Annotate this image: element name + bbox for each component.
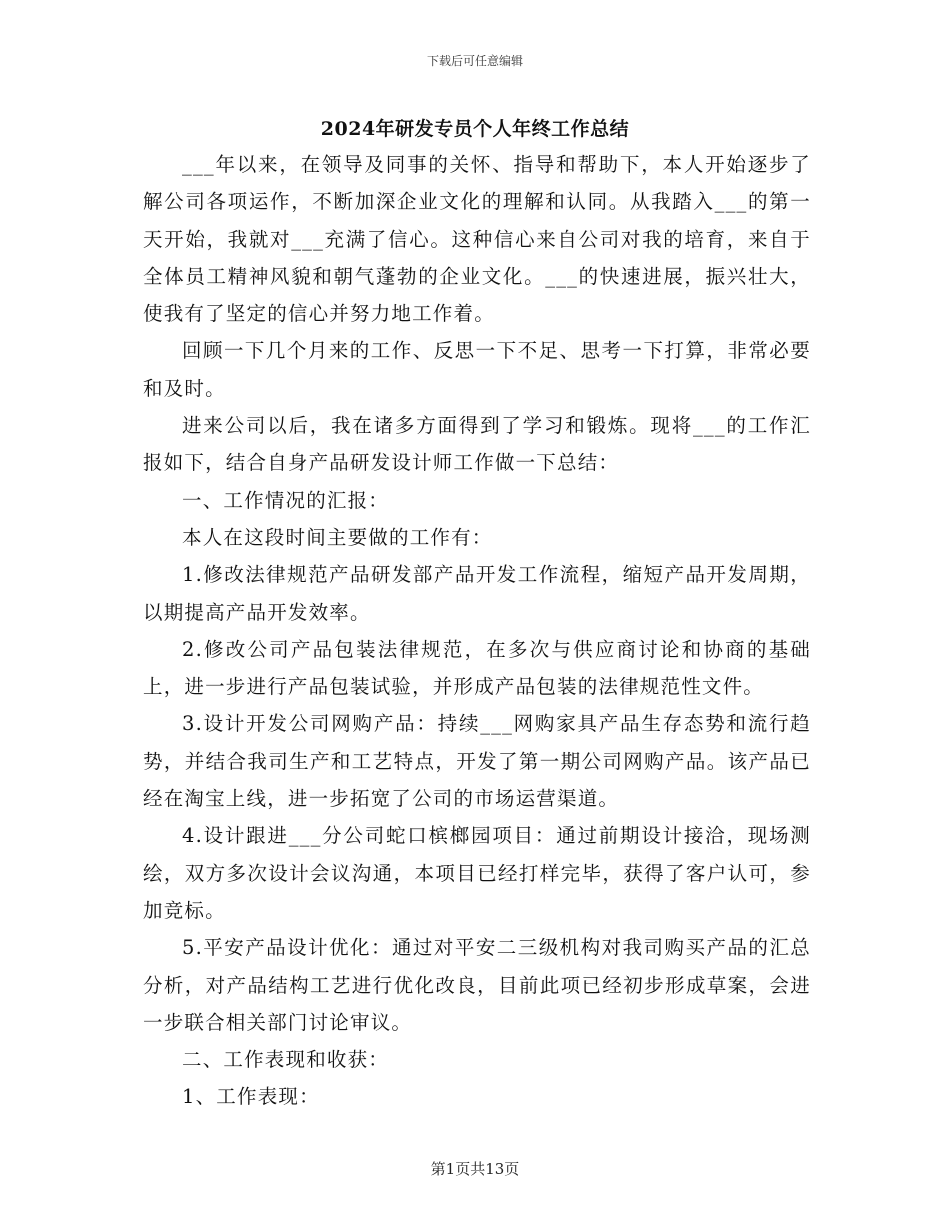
paragraph: 本人在这段时间主要做的工作有：	[182, 525, 493, 549]
page-header: 下载后可任意编辑	[426, 54, 523, 68]
document-body	[143, 146, 811, 1116]
list-item: 3.设计开发公司网购产品：持续___网购家具产品生存态势和流行趋势，并结合我司生产和工艺特点，开发了第一期公司网购产品。该产品已经在淘宝上线，进一步拓宽了公司的市场运营渠道。	[143, 712, 811, 811]
paragraph: 回顾一下几个月来的工作、反思一下不足、思考一下打算，非常必要和及时。	[143, 339, 811, 400]
list-item: 4.设计跟进___分公司蛇口槟榔园项目：通过前期设计接洽，现场测绘，双方多次设计会议沟通，本项目已经打样完毕，获得了客户认可，参加竞标。	[143, 824, 811, 922]
list-item: 2.修改公司产品包装法律规范，在多次与供应商讨论和协商的基础上，进一步进行产品包装试验，并形成产品包装的法律规范性文件。	[143, 637, 811, 699]
page-number: 第1页共13页	[430, 1160, 520, 1178]
list-item: 1.修改法律规范产品研发部产品开发工作流程，缩短产品开发周期，以期提高产品开发效率。	[143, 563, 811, 624]
paragraph: ___年以来，在领导及同事的关怀、指导和帮助下，本人开始逐步了解公司各项运作，不断加深企业文化的理解和认同。从我踏入___的第一天开始，我就对___充满了信心。这种信心来自公司对我的培育，来自于全体员工精神风貌和朝气蓬勃的企业文化。___的快速进展，振兴壮大，使我有了坚定的信心并努力地工作着。	[143, 153, 811, 326]
list-item: 5.平安产品设计优化：通过对平安二三级机构对我司购买产品的汇总分析，对产品结构工艺进行优化改良，目前此项已经初步形成草案，会进一步联合相关部门讨论审议。	[143, 936, 811, 1034]
paragraph: 进来公司以后，我在诸多方面得到了学习和锻炼。现将___的工作汇报如下，结合自身产品研发设计师工作做一下总结：	[143, 414, 811, 475]
document-title: 2024年研发专员个人年终工作总结	[320, 118, 630, 140]
section-heading: 二、工作表现和收获：	[182, 1048, 390, 1072]
section-heading: 一、工作情况的汇报：	[182, 488, 390, 512]
subsection-heading: 1、工作表现：	[182, 1085, 320, 1109]
